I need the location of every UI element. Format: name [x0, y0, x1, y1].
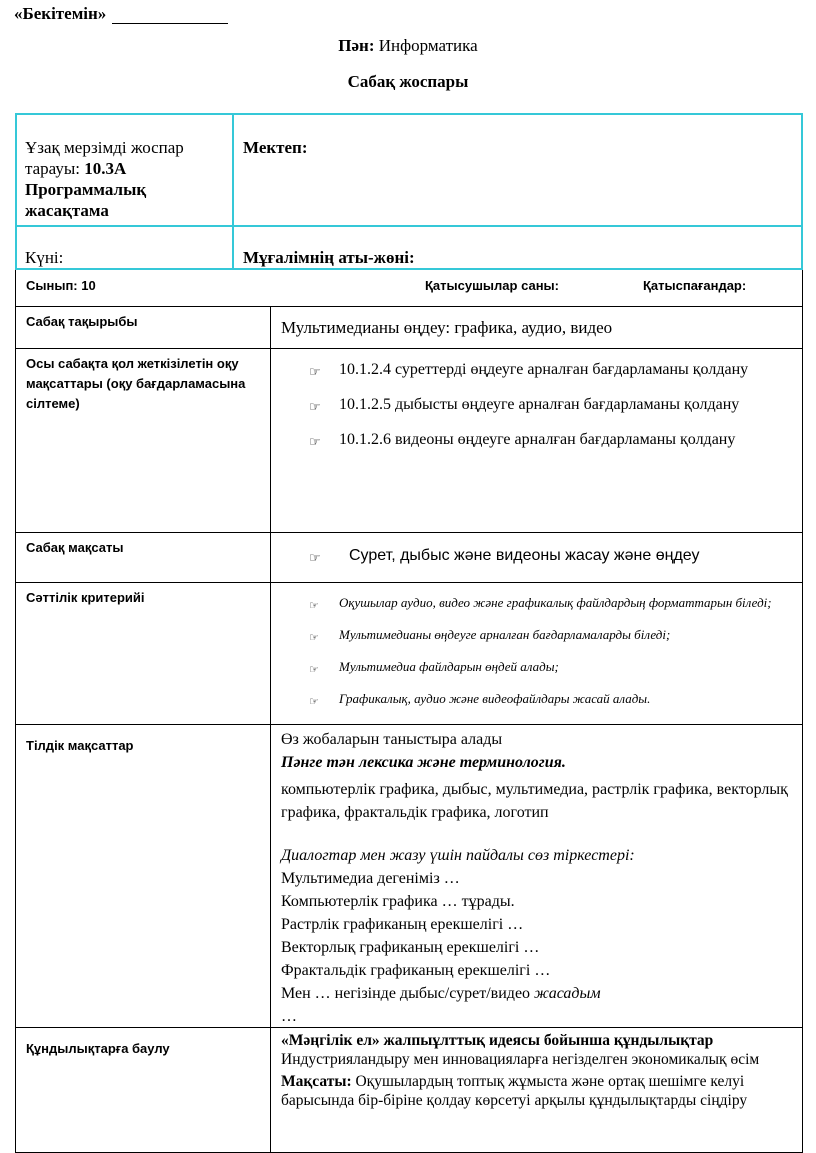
values-row — [16, 1027, 802, 1153]
absent-label: Қатыспағандар: — [643, 278, 747, 293]
phrase-item: Компьютерлік графика … тұрады. — [281, 893, 515, 910]
criteria-label: Сәттілік критерийі — [26, 590, 145, 605]
values-heading: «Мәңгілік ел» жалпыұлттық идеясы бойынша құндылықтар — [281, 1032, 714, 1049]
divider — [17, 225, 801, 227]
divider — [270, 532, 271, 582]
aim-text: Оқушылардың топтық жұмыста және ортақ шешімге келуі барысында бір-біріне қолдау көрсетуі арқылы құндылықтарды сіңдіру — [281, 1073, 748, 1109]
hand-pointer-icon: ☞ — [309, 435, 321, 450]
list-item — [309, 688, 794, 714]
criterion-text: Графикалық, аудио және видеофайлдары жасай алады. — [339, 691, 651, 706]
values-content — [281, 1031, 794, 1110]
language-content — [281, 728, 794, 1028]
long-term-label: Ұзақ мерзімді жоспар тарауы: — [25, 138, 184, 178]
long-term-code: 10.3А — [84, 159, 127, 178]
vocab-text: компьютерлік графика, дыбыс, мультимедиа, растрлік графика, векторлық графика, фрактальдік графика, логотип — [281, 781, 788, 821]
goal-label: Сабақ мақсаты — [26, 540, 124, 555]
list-item — [309, 428, 794, 455]
signature-blank — [112, 7, 228, 24]
phrase-item-last — [281, 982, 794, 1005]
aim-label: Мақсаты: — [281, 1073, 352, 1090]
objective-text: 10.1.2.5 дыбысты өңдеуге арналған бағдарламаны қолдану — [339, 396, 740, 413]
phrases-heading: Диалогтар мен жазу үшін пайдалы сөз тіркестері: — [281, 847, 635, 864]
long-term-cell — [25, 137, 225, 221]
list-item — [309, 358, 794, 385]
teacher-label: Мұғалімнің аты-жөні: — [243, 248, 415, 267]
long-term-section: Программалық жасақтама — [25, 180, 147, 220]
divider — [270, 306, 271, 348]
class-row — [16, 270, 802, 307]
phrase-item: Мультимедиа дегеніміз … — [281, 870, 460, 887]
divider — [270, 582, 271, 724]
hand-pointer-icon: ☞ — [309, 400, 321, 415]
list-item — [309, 624, 794, 650]
plan-title: Сабақ жоспары — [347, 72, 469, 91]
phrase-item: Векторлық графиканың ерекшелігі … — [281, 939, 540, 956]
list-item — [309, 393, 794, 420]
class-label: Сынып: 10 — [26, 278, 96, 293]
criterion-text: Мультимедиа файлдарын өңдей алады; — [339, 659, 559, 674]
hand-pointer-icon: ☞ — [309, 631, 319, 644]
divider — [270, 724, 271, 1027]
divider — [270, 1027, 271, 1153]
topic-row — [16, 306, 802, 349]
goal-item — [309, 544, 794, 579]
objectives-list — [309, 358, 794, 463]
subject-value: Информатика — [378, 36, 478, 55]
objective-text: 10.1.2.6 видеоны өңдеуге арналған бағдарламаны қолдану — [339, 431, 736, 448]
language-row — [16, 724, 802, 1028]
ellipsis: … — [281, 1008, 297, 1025]
list-item — [309, 544, 794, 571]
criterion-text: Оқушылар аудио, видео және графикалық файлдардың форматтарын біледі; — [339, 595, 772, 610]
hand-pointer-icon: ☞ — [309, 663, 319, 676]
language-label: Тілдік мақсаттар — [26, 738, 134, 753]
criterion-text: Мультимедианы өңдеуге арналған бағдарламаларды біледі; — [339, 627, 671, 642]
topic-label: Сабақ тақырыбы — [26, 314, 138, 329]
topic-value: Мультимедианы өңдеу: графика, аудио, видео — [281, 318, 613, 337]
divider — [232, 115, 234, 268]
school-label: Мектеп: — [243, 138, 308, 157]
hand-pointer-icon: ☞ — [309, 599, 319, 612]
phrase-italic: жасадым — [534, 985, 601, 1002]
subject-label: Пән: — [338, 36, 375, 55]
date-label: Күні: — [25, 248, 64, 267]
objective-text: 10.1.2.4 суреттерді өңдеуге арналған бағдарламаны қолдану — [339, 361, 749, 378]
vocab-heading: Пәнге тән лексика және терминология. — [281, 754, 566, 771]
language-line: Өз жобаларын таныстыра алады — [281, 731, 503, 748]
list-item — [309, 592, 794, 618]
objectives-label: Осы сабақта қол жеткізілетін оқу мақсаттары (оқу бағдарламасына сілтеме) — [26, 356, 246, 411]
subject-line — [0, 36, 816, 56]
divider — [270, 348, 271, 532]
header-table — [15, 113, 803, 270]
objectives-row — [16, 348, 802, 533]
participants-label: Қатысушылар саны: — [425, 278, 559, 293]
phrase-text: Мен … негізінде дыбыс/сурет/видео — [281, 985, 535, 1002]
phrase-item: Фрактальдік графиканың ерекшелігі … — [281, 962, 551, 979]
goal-row — [16, 532, 802, 583]
hand-pointer-icon: ☞ — [309, 551, 321, 566]
phrase-item: Растрлік графиканың ерекшелігі … — [281, 916, 524, 933]
values-label: Құндылықтарға баулу — [26, 1041, 170, 1056]
approval-line — [14, 4, 228, 24]
goal-value: Сурет, дыбыс және видеоны жасау және өңдеу — [349, 547, 700, 564]
approve-label: «Бекітемін» — [14, 4, 107, 23]
list-item — [309, 656, 794, 682]
lesson-plan-table — [15, 270, 803, 1153]
hand-pointer-icon: ☞ — [309, 365, 321, 380]
values-text: Индустрияландыру мен инновацияларға негізделген экономикалық өсім — [281, 1051, 760, 1068]
criteria-row — [16, 582, 802, 725]
criteria-list — [309, 592, 794, 720]
hand-pointer-icon: ☞ — [309, 695, 319, 708]
